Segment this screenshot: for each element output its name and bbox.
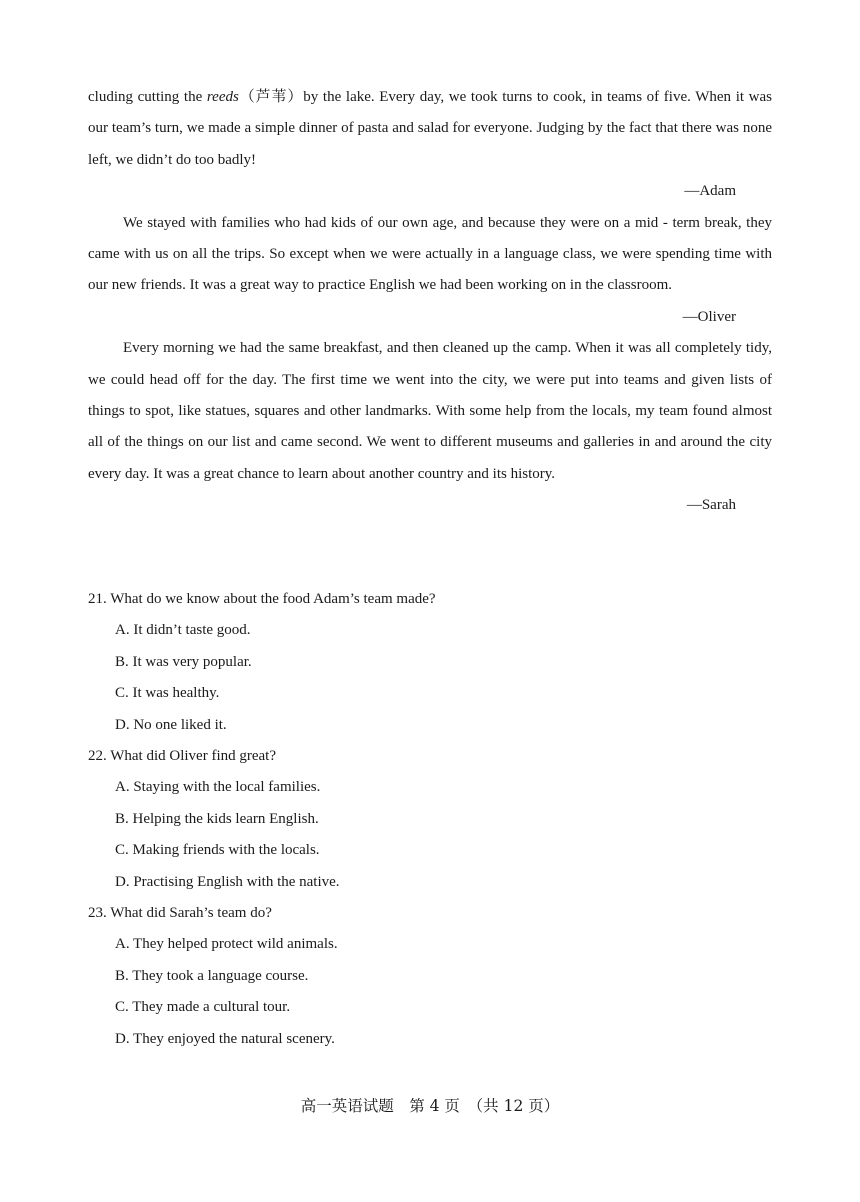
question-23 [88, 898, 772, 1055]
question-22 [88, 741, 772, 898]
page-footer: 高一英语试题 第 4 页 （共 12 页） [300, 1097, 560, 1115]
option-d: D. No one liked it. [115, 716, 227, 733]
option-b: B. It was very popular. [115, 653, 252, 670]
option-c: C. It was healthy. [115, 685, 220, 702]
option-a: A. It didn’t taste good. [115, 622, 251, 639]
passage-paragraph-sarah: Every morning we had the same breakfast, and then cleaned up the camp. When it was all completely tidy, we could head off for the day. The first time we went into the city, we were put into teams and given lists of things to spot, like statues, squares and other landmarks. With some help from the locals, my team found almost all of the things on our list and came second. We went to different museums and galleries in and around the city every day. It was a great chance to learn about another country and its history. [88, 340, 772, 482]
option-b: B. They took a language course. [115, 967, 309, 984]
passage-paragraph-adam [88, 82, 772, 176]
option-b: B. Helping the kids learn English. [115, 810, 319, 827]
question-stem: 22. What did Oliver find great? [88, 748, 276, 765]
paragraph-text-after: （芦苇）by the lake. Every day, we took turns to cook, in teams of five. When it was our team’s turn, we made a simple dinner of pasta and salad for everyone. Judging by the fact that there was none left, we didn’t do too badly! [88, 89, 773, 168]
option-d: D. They enjoyed the natural scenery. [115, 1030, 335, 1047]
reading-passage [88, 82, 772, 522]
signature-sarah: —Sarah [686, 497, 736, 514]
signature-oliver: —Oliver [682, 308, 736, 325]
option-d: D. Practising English with the native. [115, 873, 340, 890]
paragraph-text-before: cluding cutting the [88, 89, 207, 105]
option-a: A. They helped protect wild animals. [115, 936, 338, 953]
signature-adam: —Adam [684, 183, 736, 200]
question-list [88, 584, 772, 1055]
passage-paragraph-oliver: We stayed with families who had kids of our own age, and because they were on a mid - term break, they came with us on all the trips. So except when we were actually in a language class, we were spending time with our new friends. It was a great way to practice English we had been working on in the classroom. [88, 214, 772, 294]
option-c: C. They made a cultural tour. [115, 999, 291, 1016]
option-a: A. Staying with the local families. [115, 779, 321, 796]
italic-word-reeds: reeds [206, 89, 239, 105]
question-21 [88, 584, 772, 741]
question-stem: 21. What do we know about the food Adam’s team made? [88, 591, 436, 607]
option-c: C. Making friends with the locals. [115, 842, 320, 859]
question-stem: 23. What did Sarah’s team do? [88, 905, 272, 922]
